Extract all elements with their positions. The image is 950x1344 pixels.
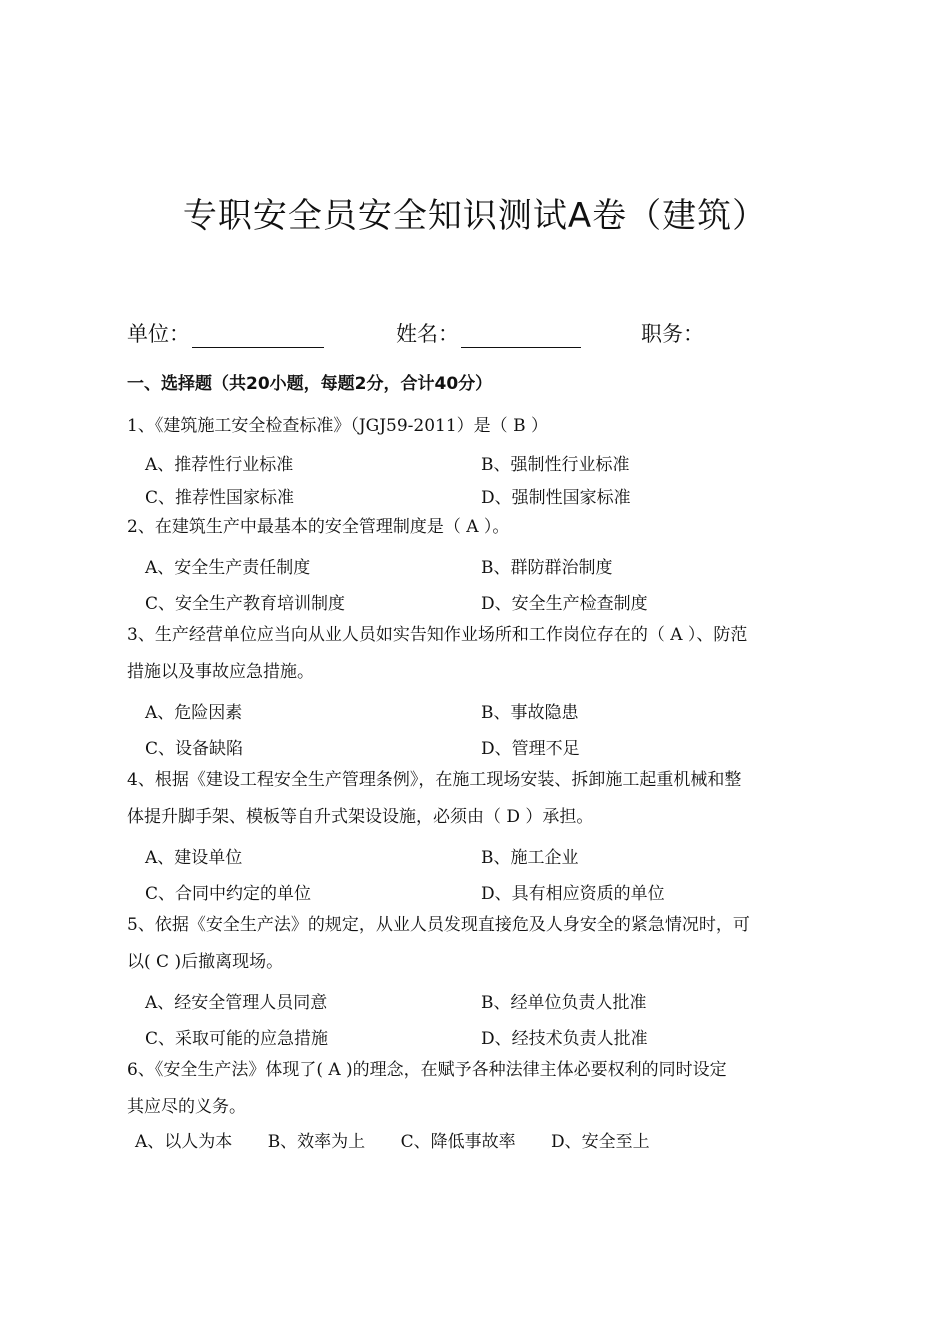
question-3-option-d: D、管理不足 bbox=[481, 739, 580, 759]
question-3-option-a: A、危险因素 bbox=[145, 703, 243, 723]
question-1: 1、《建筑施工安全检查标准》（JGJ59-2011）是（ B ） bbox=[127, 416, 548, 436]
section-heading: 一、选择题（共20小题，每题2分，合计40分） bbox=[127, 374, 493, 394]
info-row bbox=[127, 318, 847, 348]
question-5-line-1: 5、依据《安全生产法》的规定，从业人员发现直接危及人身安全的紧急情况时，可 bbox=[127, 915, 750, 935]
question-5-option-d: D、经技术负责人批准 bbox=[481, 1029, 648, 1049]
page-title: 专职安全员安全知识测试A卷（建筑） bbox=[182, 196, 768, 236]
position-field bbox=[641, 318, 704, 348]
question-1-option-a: A、推荐性行业标准 bbox=[145, 455, 294, 475]
name-blank[interactable] bbox=[461, 325, 581, 348]
name-label: 姓名： bbox=[396, 322, 459, 346]
question-2-option-c: C、安全生产教育培训制度 bbox=[145, 594, 346, 614]
question-6-line-2: 其应尽的义务。 bbox=[127, 1097, 246, 1117]
question-1-option-d: D、强制性国家标准 bbox=[481, 488, 631, 508]
question-6-options bbox=[135, 1127, 680, 1152]
question-1-option-c: C、推荐性国家标准 bbox=[145, 488, 295, 508]
question-6-option-a: A、以人为本 bbox=[135, 1132, 233, 1152]
question-4-line-1: 4、根据《建设工程安全生产管理条例》，在施工现场安装、拆卸施工起重机械和整 bbox=[127, 770, 742, 790]
question-2-option-a: A、安全生产责任制度 bbox=[145, 558, 311, 578]
position-label: 职务： bbox=[641, 322, 704, 346]
question-3-line-1: 3、生产经营单位应当向从业人员如实告知作业场所和工作岗位存在的（ A ）、防范 bbox=[127, 625, 748, 645]
question-6-option-b: B、效率为上 bbox=[267, 1132, 366, 1152]
question-6-line-1: 6、《安全生产法》体现了( A )的理念，在赋予各种法律主体必要权利的同时设定 bbox=[127, 1060, 727, 1080]
question-5-option-c: C、采取可能的应急措施 bbox=[145, 1029, 329, 1049]
question-4-line-2: 体提升脚手架、模板等自升式架设设施，必须由（ D ）承担。 bbox=[127, 807, 594, 827]
question-6-option-d: D、安全至上 bbox=[551, 1132, 650, 1152]
question-4-option-a: A、建设单位 bbox=[145, 848, 243, 868]
question-1-option-b: B、强制性行业标准 bbox=[481, 455, 630, 475]
unit-label: 单位： bbox=[127, 322, 190, 346]
name-field bbox=[396, 318, 581, 348]
question-2: 2、在建筑生产中最基本的安全管理制度是（ A ）。 bbox=[127, 517, 510, 537]
unit-field bbox=[127, 318, 324, 348]
question-2-option-b: B、群防群治制度 bbox=[481, 558, 613, 578]
question-6-option-c: C、降低事故率 bbox=[400, 1132, 516, 1152]
question-3-option-b: B、事故隐患 bbox=[481, 703, 579, 723]
question-5-option-a: A、经安全管理人员同意 bbox=[145, 993, 328, 1013]
question-3-line-2: 措施以及事故应急措施。 bbox=[127, 662, 314, 682]
unit-blank[interactable] bbox=[192, 325, 324, 348]
question-4-option-b: B、施工企业 bbox=[481, 848, 579, 868]
question-5-line-2: 以( C )后撤离现场。 bbox=[127, 952, 284, 972]
question-2-option-d: D、安全生产检查制度 bbox=[481, 594, 648, 614]
question-3-option-c: C、设备缺陷 bbox=[145, 739, 244, 759]
question-4-option-d: D、具有相应资质的单位 bbox=[481, 884, 665, 904]
question-5-option-b: B、经单位负责人批准 bbox=[481, 993, 647, 1013]
question-4-option-c: C、合同中约定的单位 bbox=[145, 884, 312, 904]
